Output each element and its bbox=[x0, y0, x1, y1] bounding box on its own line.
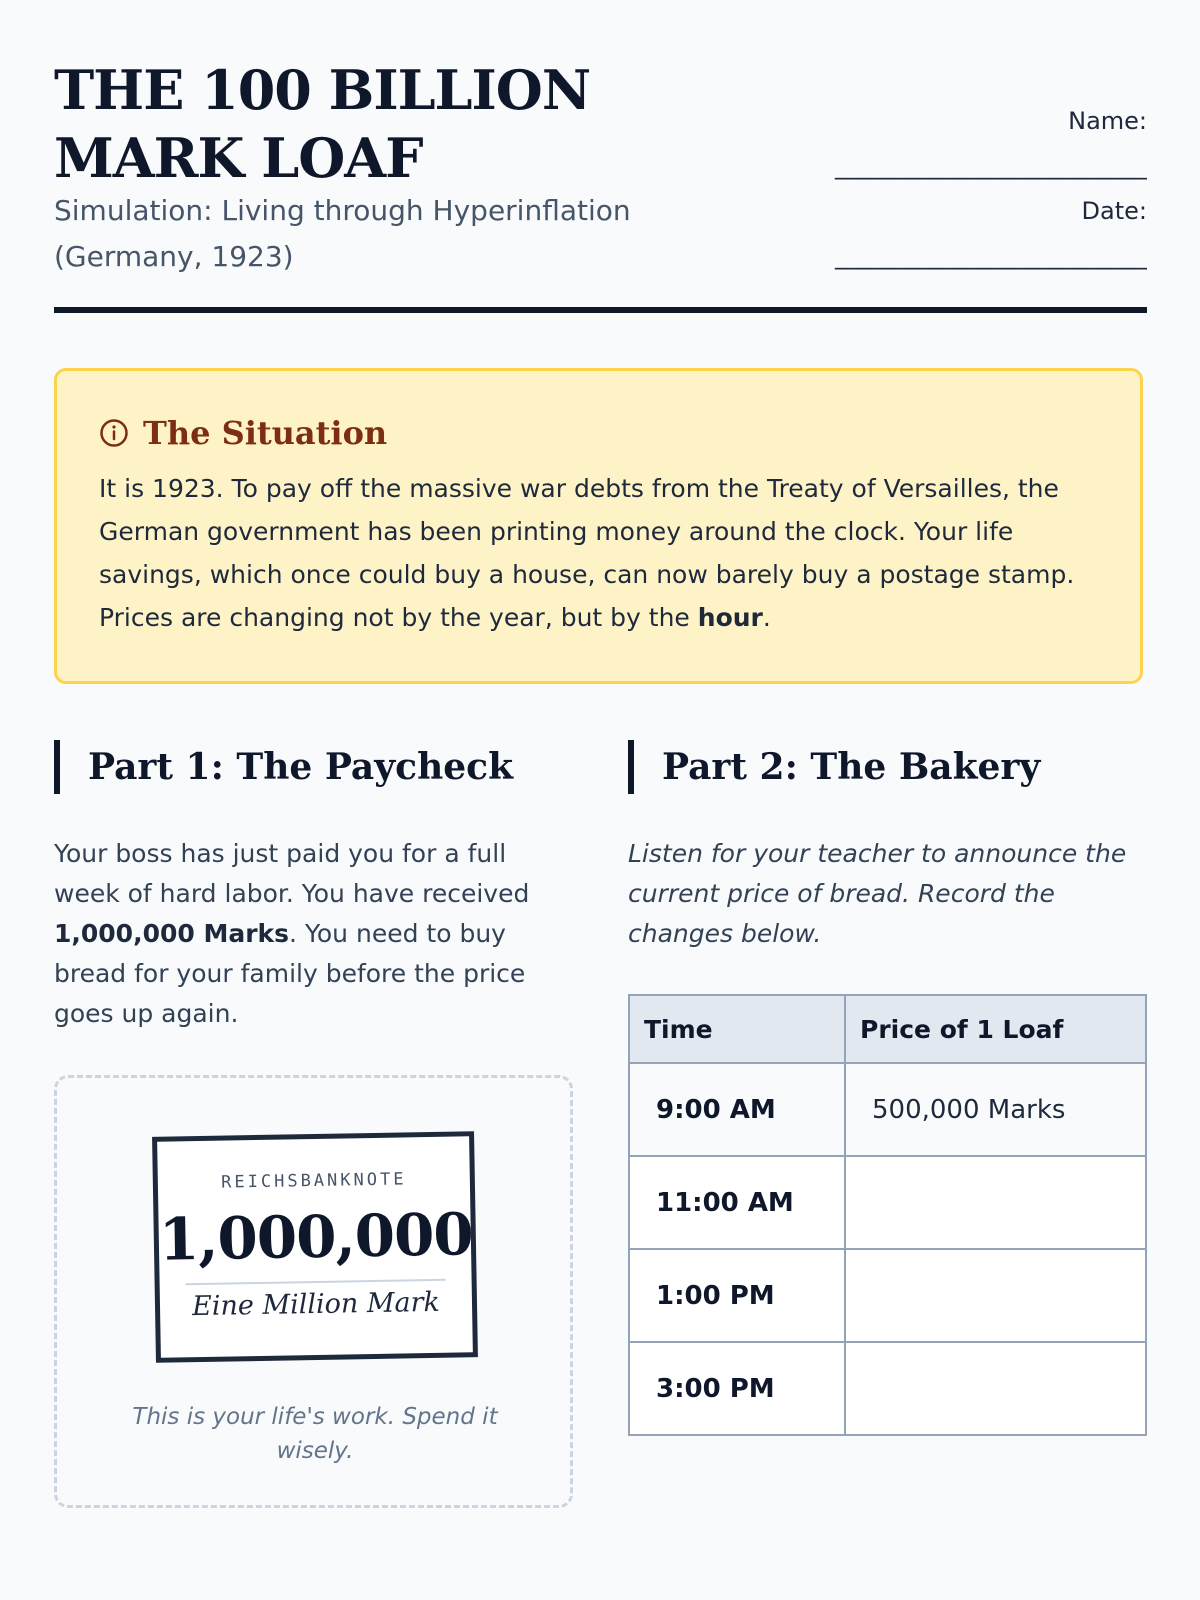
row-price-field[interactable] bbox=[845, 1156, 1146, 1249]
column-header-price: Price of 1 Loaf bbox=[845, 995, 1146, 1063]
student-fields bbox=[807, 106, 1147, 286]
banknote-words: Eine Million Mark bbox=[191, 1286, 441, 1323]
paycheck-amount: 1,000,000 Marks bbox=[54, 919, 290, 948]
row-time: 1:00 PM bbox=[629, 1249, 845, 1342]
banknote-panel bbox=[54, 1075, 573, 1508]
part1-text-before: Your boss has just paid you for a full week of hard labor. You have received bbox=[54, 839, 530, 908]
table-header-row bbox=[629, 995, 1146, 1063]
part1-heading: Part 1: The Paycheck bbox=[54, 740, 513, 794]
situation-callout bbox=[54, 368, 1143, 684]
row-time: 3:00 PM bbox=[629, 1342, 845, 1435]
price-table bbox=[628, 994, 1147, 1436]
row-price-field[interactable] bbox=[845, 1342, 1146, 1435]
part2-instructions: Listen for your teacher to announce the current price of bread. Record the changes below. bbox=[628, 839, 1127, 948]
name-field[interactable]: __________________________ bbox=[835, 152, 1147, 180]
row-price-field[interactable] bbox=[845, 1249, 1146, 1342]
table-row bbox=[629, 1249, 1146, 1342]
banknote-caption: This is your life's work. Spend it wisely. bbox=[132, 1404, 498, 1464]
page-subtitle: Simulation: Living through Hyperinflation (Germany, 1923) bbox=[54, 194, 631, 273]
worksheet-page bbox=[54, 0, 1147, 1600]
column-header-time: Time bbox=[629, 995, 845, 1063]
table-row bbox=[629, 1156, 1146, 1249]
situation-body: It is 1923. To pay off the massive war debts from the Treaty of Versailles, the German government has been printing money around the clock. Your life savings, which once could buy a house, can now barely buy a postage stamp. Prices are changing not by the year, but by the bbox=[99, 474, 1075, 632]
situation-body-end: . bbox=[762, 603, 771, 632]
date-field[interactable]: __________________________ bbox=[835, 242, 1147, 270]
banknote-header: REICHSBANKNOTE bbox=[221, 1169, 407, 1193]
header-divider bbox=[54, 307, 1147, 313]
row-price: 500,000 Marks bbox=[845, 1063, 1146, 1156]
row-time: 11:00 AM bbox=[629, 1156, 845, 1249]
row-time: 9:00 AM bbox=[629, 1063, 845, 1156]
situation-header bbox=[99, 411, 1098, 455]
date-label: Date: bbox=[1081, 197, 1147, 225]
worksheet-header bbox=[54, 56, 1147, 314]
banknote-divider bbox=[186, 1279, 446, 1286]
banknote-amount: 1,000,000 bbox=[158, 1200, 474, 1274]
part1-text bbox=[54, 834, 554, 1034]
situation-emphasis: hour bbox=[697, 603, 763, 632]
page-title: THE 100 BILLION MARK LOAF bbox=[54, 58, 591, 190]
situation-text bbox=[99, 467, 1098, 639]
name-label: Name: bbox=[1068, 107, 1147, 135]
banknote bbox=[152, 1131, 478, 1363]
info-icon bbox=[99, 418, 129, 448]
part1-text-after: . You need to buy bread for your family before the price goes up again. bbox=[54, 919, 526, 1028]
situation-title: The Situation bbox=[143, 414, 388, 452]
part2-heading: Part 2: The Bakery bbox=[628, 740, 1040, 794]
table-row bbox=[629, 1063, 1146, 1156]
table-row bbox=[629, 1342, 1146, 1435]
